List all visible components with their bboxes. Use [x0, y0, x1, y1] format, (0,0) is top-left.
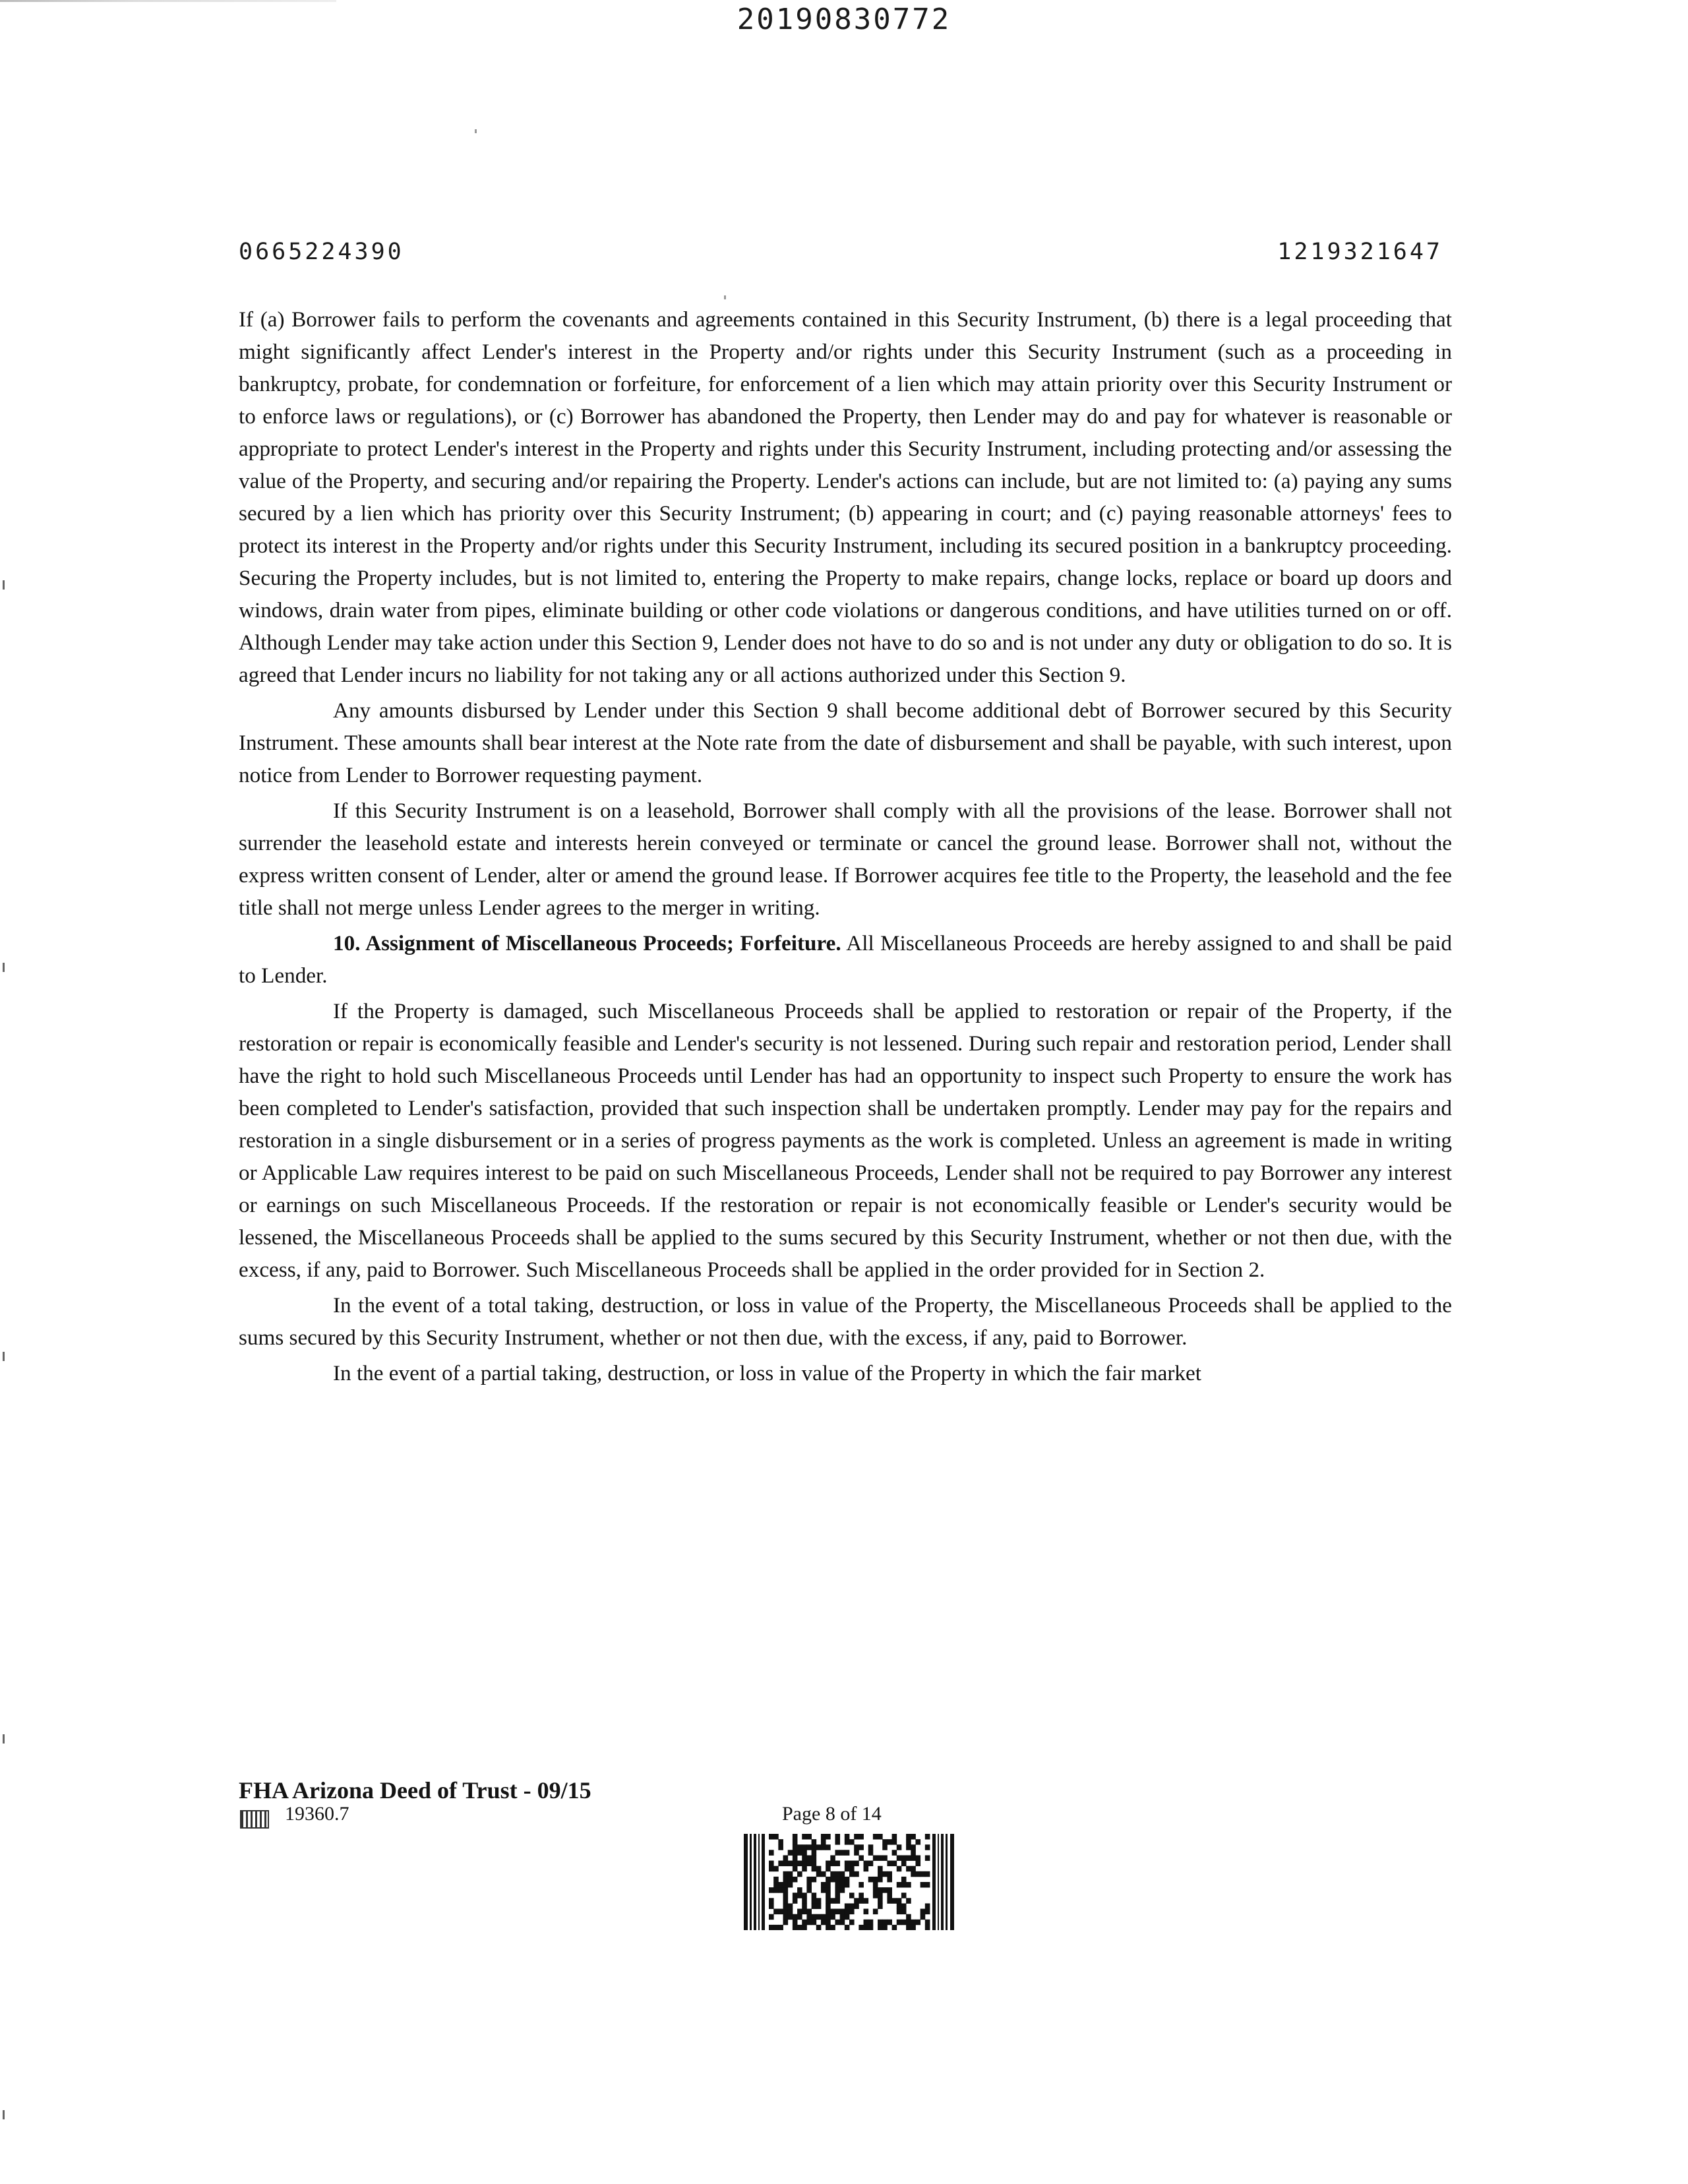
- paragraph-total-taking: In the event of a total taking, destruction, or loss in value of the Property, the Miscellaneous Proceeds shall be applied to the sums secured by this Security Instrument, whether or not then due, with the excess, if any, paid to Borrower.: [239, 1293, 1452, 1350]
- scan-speck: [724, 295, 726, 299]
- paragraph-amounts-disbursed: Any amounts disbursed by Lender under this Section 9 shall become additional debt of Borrower secured by this Security Instrument. These amounts shall bear interest at the Note rate from the date of disbursement and shall be payable, with such interest, upon notice from Lender to Borrower requesting payment.: [239, 698, 1452, 787]
- form-number: 19360.7: [285, 1803, 349, 1825]
- margin-mark: [3, 1352, 5, 1361]
- loan-number-left: 0665224390: [239, 239, 404, 265]
- form-title: FHA Arizona Deed of Trust - 09/15: [239, 1777, 591, 1804]
- barcode-image: [744, 1834, 955, 1930]
- document-body: [239, 303, 1452, 1393]
- scan-speck: [475, 129, 477, 133]
- section-10-text: All Miscellaneous Proceeds are hereby assigned to and shall be paid to Lender.: [239, 931, 1452, 988]
- loan-number-right: 1219321647: [1277, 239, 1443, 265]
- paragraph-partial-taking: In the event of a partial taking, destruction, or loss in value of the Property in which the fair market: [333, 1361, 1201, 1385]
- scan-artifact-line: [0, 0, 336, 2]
- margin-mark: [3, 2110, 5, 2119]
- recording-number: 20190830772: [737, 3, 951, 36]
- paragraph-leasehold: If this Security Instrument is on a leasehold, Borrower shall comply with all the provisions of the lease. Borrower shall not surrender the leasehold estate and interests herein conveyed or terminate or cancel the ground lease. Borrower shall not, without the express written consent of Lender, alter or amend the ground lease. If Borrower acquires fee title to the Property, the leasehold and the fee title shall not merge unless Lender agrees to the merger in writing.: [239, 799, 1452, 920]
- page-label: Page 8 of 14: [782, 1803, 882, 1825]
- margin-mark: [3, 1734, 5, 1744]
- margin-mark: [3, 963, 5, 972]
- paragraph-property-damaged: If the Property is damaged, such Miscellaneous Proceeds shall be applied to restoration or repair of the Property, if the restoration or repair is economically feasible and Lender's security is not lessened. During such repair and restoration period, Lender shall have the right to hold such Miscellaneous Proceeds until Lender has had an opportunity to inspect such Property to ensure the work has been completed to Lender's satisfaction, provided that such inspection shall be undertaken promptly. Lender may pay for the repairs and restoration in a single disbursement or in a series of progress payments as the work is completed. Unless an agreement is made in writing or Applicable Law requires interest to be paid on such Miscellaneous Proceeds, Lender shall not be required to pay Borrower any interest or earnings on such Miscellaneous Proceeds. If the restoration or repair is not economically feasible or Lender's security would be lessened, the Miscellaneous Proceeds shall be applied to the sums secured by this Security Instrument, whether or not then due, with the excess, if any, paid to Borrower. Such Miscellaneous Proceeds shall be applied in the order provided for in Section 2.: [239, 999, 1452, 1282]
- margin-mark: [3, 580, 5, 590]
- paragraph-section-9-cont: If (a) Borrower fails to perform the covenants and agreements contained in this Security Instrument, (b) there is a legal proceeding that might significantly affect Lender's interest in the Property and/or rights under this Security Instrument (such as a proceeding in bankruptcy, probate, for condemnation or forfeiture, for enforcement of a lien which may attain priority over this Security Instrument or to enforce laws or regulations), or (c) Borrower has abandoned the Property, then Lender may do and pay for whatever is reasonable or appropriate to protect Lender's interest in the Property and rights under this Security Instrument, including protecting and/or assessing the value of the Property, and securing and/or repairing the Property. Lender's actions can include, but are not limited to: (a) paying any sums secured by a lien which has priority over this Security Instrument; (b) appearing in court; and (c) paying reasonable attorneys' fees to protect its interest in the Property and/or rights under this Security Instrument, including its secured position in a bankruptcy proceeding. Securing the Property includes, but is not limited to, entering the Property to make repairs, change locks, replace or board up doors and windows, drain water from pipes, eliminate building or other code violations or dangerous conditions, and have utilities turned on or off. Although Lender may take action under this Section 9, Lender does not have to do so and is not under any duty or obligation to do so. It is agreed that Lender incurs no liability for not taking any or all actions authorized under this Section 9.: [239, 307, 1452, 687]
- paragraph-section-10: [239, 927, 1452, 992]
- form-software-icon: [240, 1810, 269, 1829]
- section-10-heading: 10. Assignment of Miscellaneous Proceeds; Forfeiture.: [333, 931, 841, 956]
